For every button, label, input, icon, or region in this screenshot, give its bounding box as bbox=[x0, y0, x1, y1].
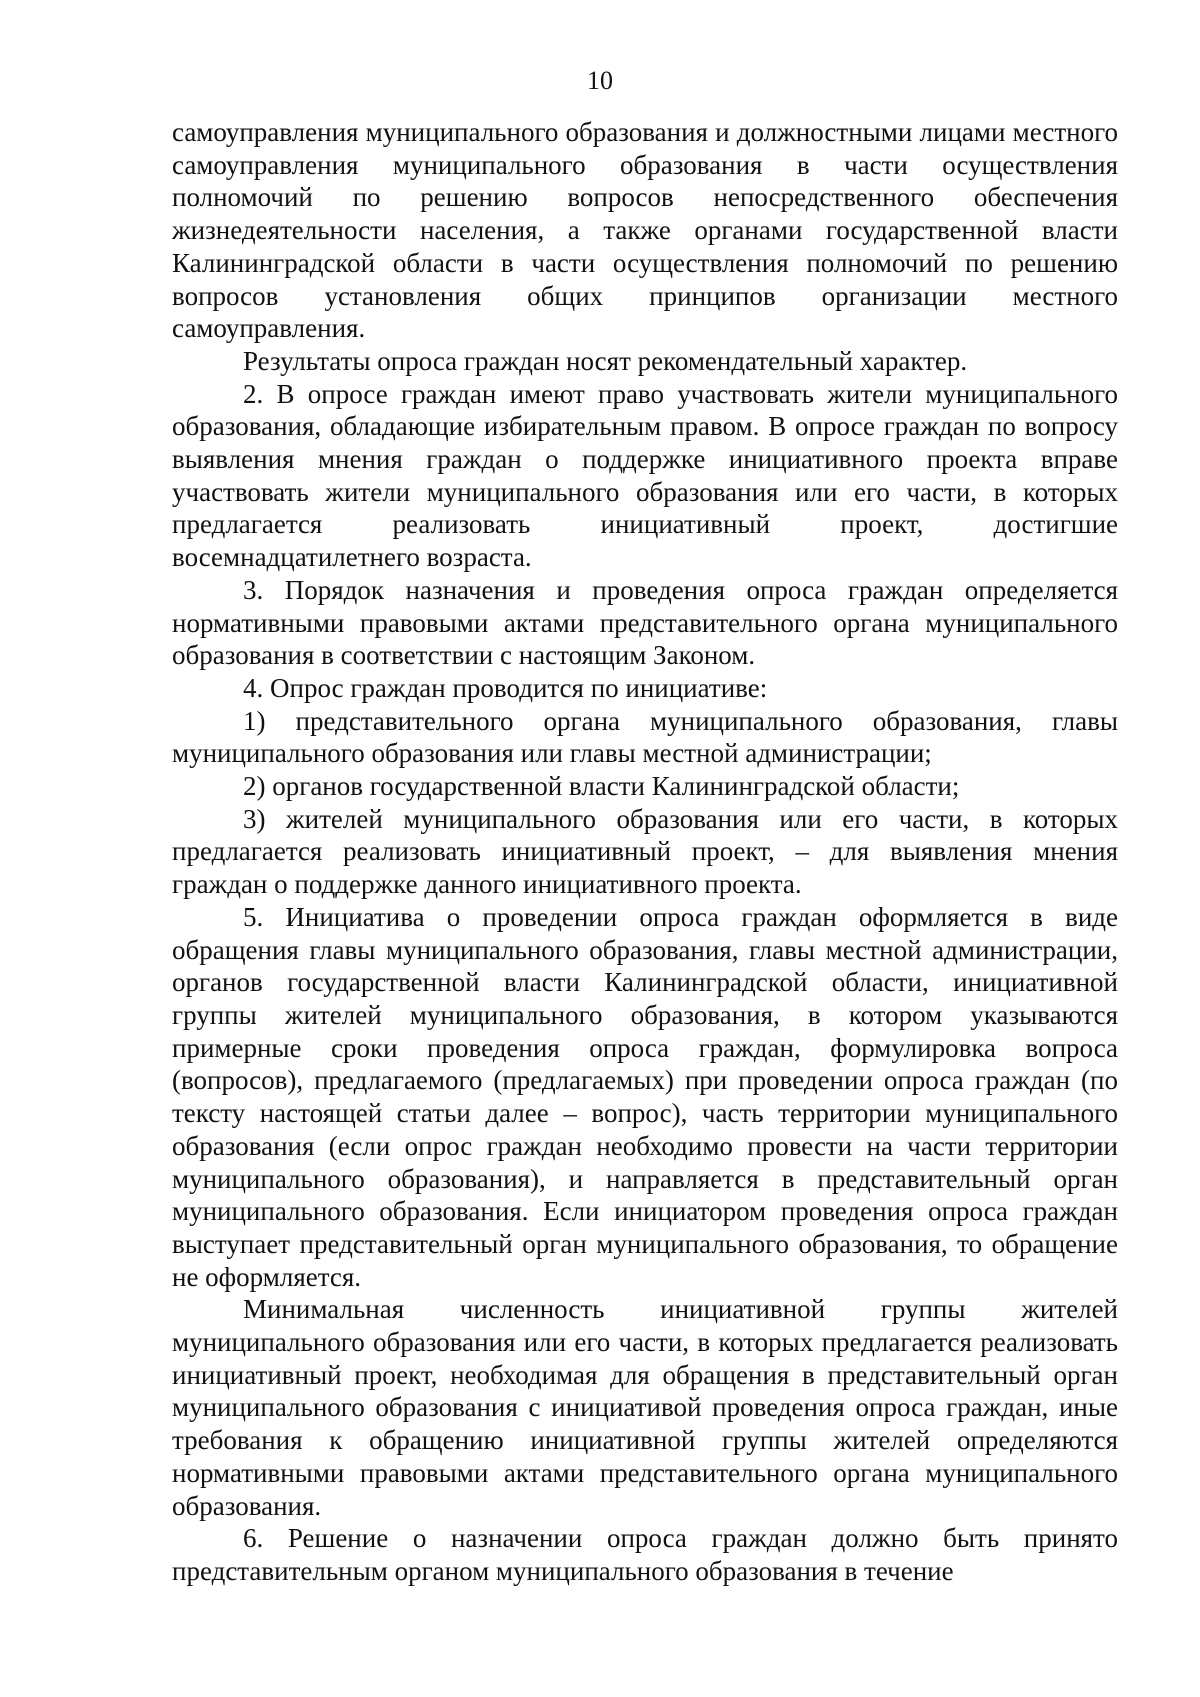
paragraph-item-5: 5. Инициатива о проведении опроса граждан оформляется в виде обращения главы муниципального образования, главы местной администрации, органов государственной власти Калининградской области, инициативной группы жителей муниципального образования, в котором указываются примерные сроки проведения опроса граждан, формулировка вопроса (вопросов), предлагаемого (предлагаемых) при проведении опроса граждан (по тексту настоящей статьи далее – вопрос), часть территории муниципального образования (если опрос граждан необходимо провести на части территории муниципального образования), и направляется в представительный орган муниципального образования. Если инициатором проведения опроса граждан выступает представительный орган муниципального образования, то обращение не оформляется. bbox=[172, 901, 1118, 1292]
page-number: 10 bbox=[587, 66, 613, 95]
paragraph-results-note: Результаты опроса граждан носят рекомендательный характер. bbox=[243, 345, 968, 376]
paragraph-item-4: 4. Опрос граждан проводится по инициативе: bbox=[243, 672, 768, 703]
paragraph-subitem-1: 1) представительного органа муниципального образования, главы муниципального образования или главы местной администрации; bbox=[172, 705, 1118, 769]
paragraph-minimum-group: Минимальная численность инициативной группы жителей муниципального образования или его части, в которых предлагается реализовать инициативный проект, необходимая для обращения в представительный орган муниципального образования с инициативой проведения опроса граждан, иные требования к обращению инициативной группы жителей определяются нормативными правовыми актами представительного органа муниципального образования. bbox=[172, 1294, 1118, 1521]
paragraph-subitem-2: 2) органов государственной власти Калининградской области; bbox=[243, 771, 960, 802]
paragraph-item-2: 2. В опросе граждан имеют право участвовать жители муниципального образования, обладающие избирательным правом. В опросе граждан по вопросу выявления мнения граждан о поддержке инициативного проекта вправе участвовать жители муниципального образования или его части, в которых предлагается реализовать инициативный проект, достигшие восемнадцатилетнего возраста. bbox=[172, 378, 1118, 573]
paragraph-item-3: 3. Порядок назначения и проведения опроса граждан определяется нормативными правовыми актами представительного органа муниципального образования в соответствии с настоящим Законом. bbox=[172, 574, 1118, 671]
paragraph-continuation: самоуправления муниципального образования и должностными лицами местного самоуправления муниципального образования в части осуществления полномочий по решению вопросов непосредственного обеспечения жизнедеятельности населения, а также органами государственной власти Калининградской области в части осуществления полномочий по решению вопросов установления общих принципов организации местного самоуправления. bbox=[172, 117, 1118, 344]
paragraph-item-6: 6. Решение о назначении опроса граждан должно быть принято представительным органом муниципального образования в течение bbox=[172, 1523, 1118, 1586]
paragraph-subitem-3: 3) жителей муниципального образования или его части, в которых предлагается реализовать инициативный проект, – для выявления мнения граждан о поддержке данного инициативного проекта. bbox=[172, 803, 1118, 900]
document-body bbox=[172, 116, 1118, 1588]
